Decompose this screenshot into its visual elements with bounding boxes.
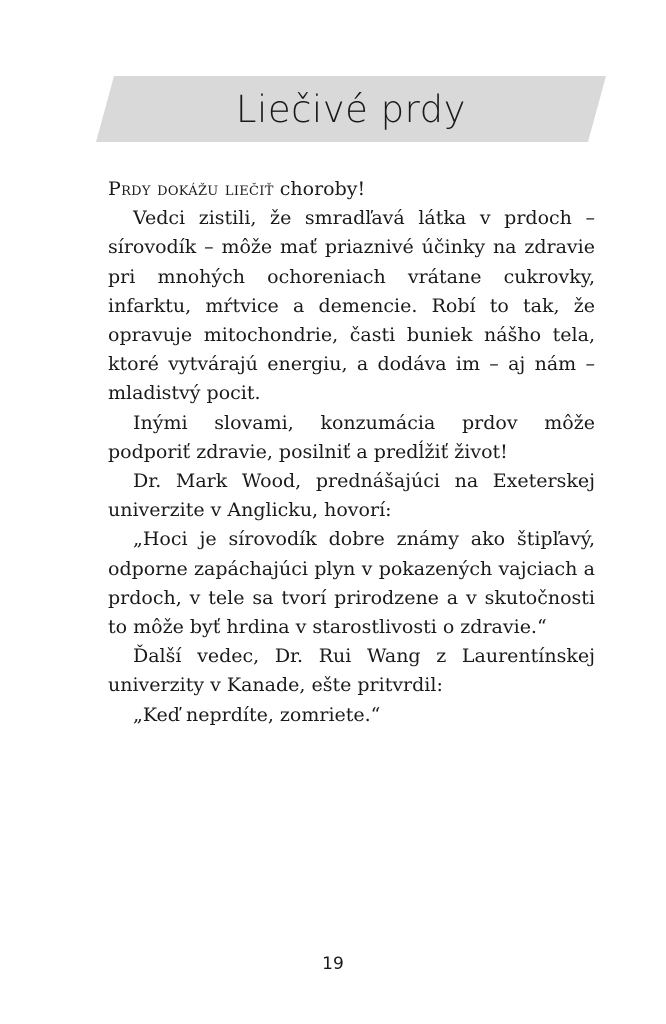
paragraph: Dr. Mark Wood, prednášajúci na Exeterskej univerzite v Anglicku, hovorí: (108, 470, 595, 522)
quote-paragraph: „Hoci je sírovodík dobre známy ako štipľavý, odporne zapáchajúci plyn v pokazených vajciach a prdoch, v tele sa tvorí prirodzene a v skutočnosti to môže byť hrdina v starostlivosti o zdravie.“ (108, 528, 595, 639)
paragraph: Inými slovami, konzumácia prdov môže podporiť zdravie, posilniť a predĺžiť život! (108, 411, 595, 463)
body-text (108, 175, 595, 730)
quote-paragraph: „Keď neprdíte, zomriete.“ (133, 703, 381, 726)
lead-paragraph (108, 175, 595, 204)
page-number: 19 (322, 954, 344, 974)
chapter-title: Liečivé prdy (235, 87, 467, 131)
lead-rest: choroby! (273, 178, 366, 200)
paragraph: Ďalší vedec, Dr. Rui Wang z Laurentínskej univerzity v Kanade, ešte pritvrdil: (108, 645, 595, 697)
paragraph: Vedci zistili, že smradľavá látka v prdoch – sírovodík – môže mať priaznivé účinky na zdravie pri mnohých ochoreniach vrátane cukrovky, infarktu, mŕtvice a demencie. Robí to tak, že opravuje mitochondrie, časti buniek nášho tela, ktoré vytvárajú energiu, a dodáva im – aj nám – mladistvý pocit. (108, 207, 595, 405)
lead-smallcaps: Prdy dokážu liečiť (108, 178, 274, 200)
